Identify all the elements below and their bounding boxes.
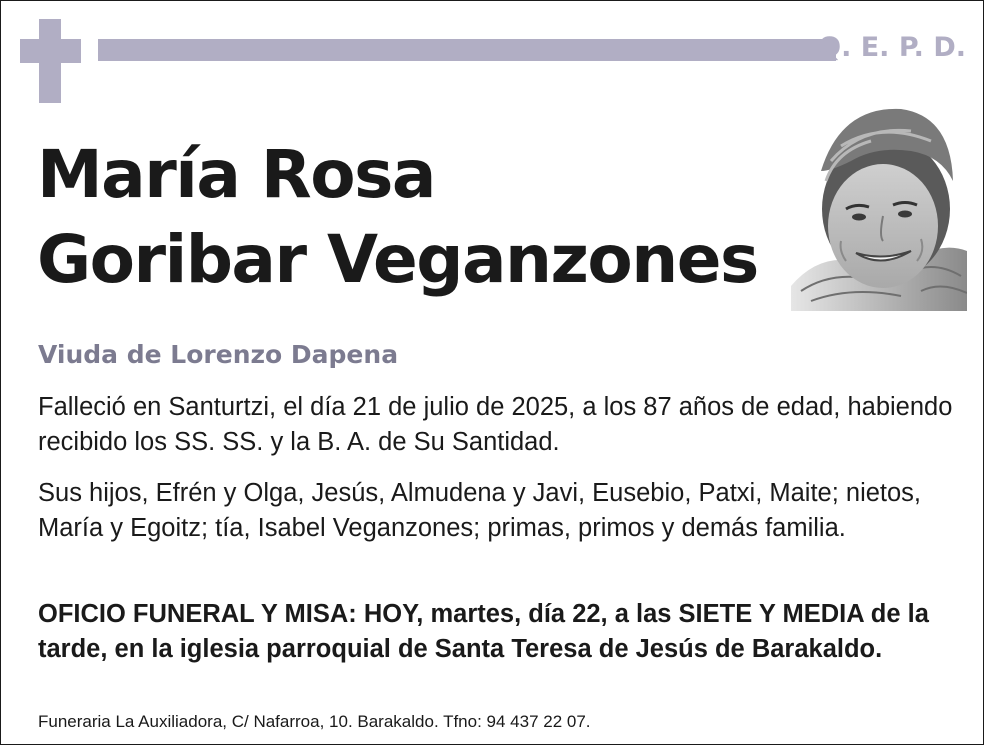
- family-text: Sus hijos, Efrén y Olga, Jesús, Almudena y Javi, Eusebio, Patxi, Maite; nietos, María y Egoitz; tía, Isabel Veganzones; primas, primos y demás familia.: [38, 479, 922, 542]
- funeral-home-info: Funeraria La Auxiliadora, C/ Nafarroa, 10. Barakaldo. Tfno: 94 437 22 07.: [38, 712, 591, 731]
- portrait-photo: [791, 101, 967, 311]
- header-rule: [98, 39, 836, 61]
- deceased-name-first: María Rosa: [37, 136, 435, 213]
- portrait-image: [791, 101, 967, 311]
- cross-icon-bar: [20, 39, 81, 63]
- qepd-label: Q. E. P. D.: [818, 32, 966, 63]
- death-notice-text: Falleció en Santurtzi, el día 21 de julio de 2025, a los 87 años de edad, habiendo recibido los SS. SS. y la B. A. de Su Santidad.: [38, 393, 953, 456]
- funeral-text: OFICIO FUNERAL Y MISA: HOY, martes, día 22, a las SIETE Y MEDIA de la tarde, en la iglesia parroquial de Santa Teresa de Jesús de Barakaldo.: [38, 600, 929, 663]
- deceased-name-last: Goribar Veganzones: [37, 221, 758, 298]
- widow-of: Viuda de Lorenzo Dapena: [38, 340, 399, 369]
